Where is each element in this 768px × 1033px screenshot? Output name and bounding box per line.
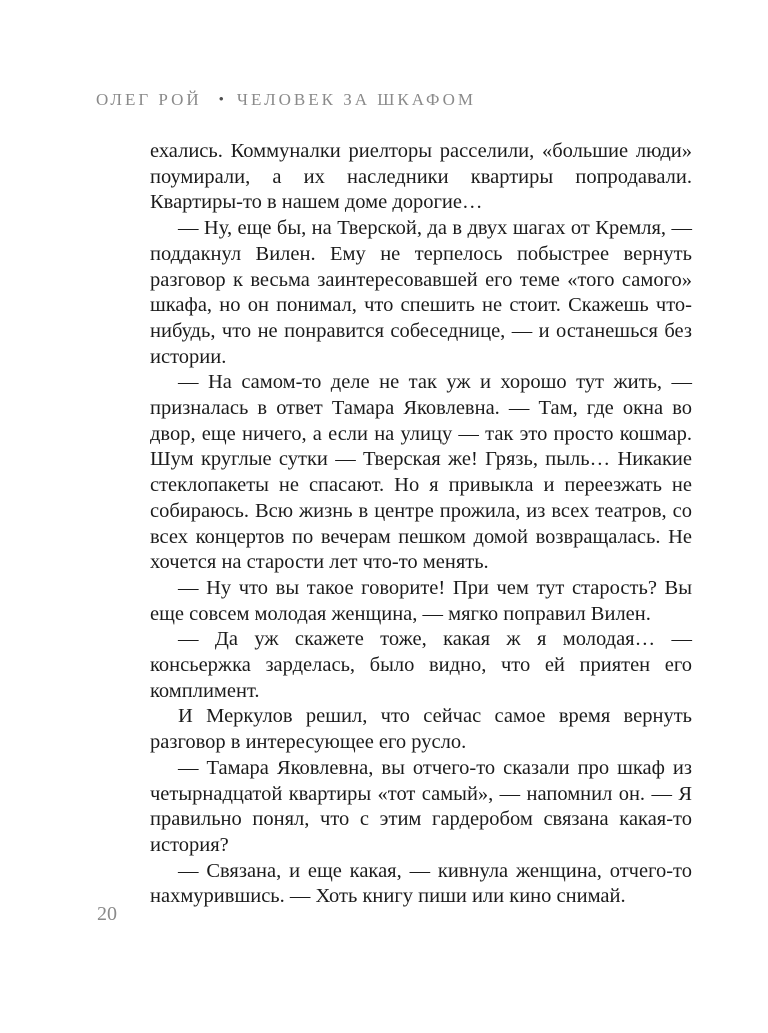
paragraph-7: — Тамара Яковлевна, вы отчего-то сказали про шкаф из четырнадцатой квартиры «тот самый», — напомнил он. — Я правильно понял, что с этим гардеробом связана какая-то история? — [150, 756, 692, 856]
running-header — [96, 90, 476, 110]
paragraph-2: — Ну, еще бы, на Тверской, да в двух шагах от Кремля, — поддакнул Вилен. Ему не терпелось побыстрее вернуть разговор к весьма заинтересовавшей его теме «того самого» шкафа, но он понимал, что спешить не стоит. Скажешь что-нибудь, что не понравится собеседнице, — и останешься без истории. — [150, 217, 692, 368]
running-header-author: ОЛЕГ РОЙ — [96, 90, 202, 109]
page-text-block — [150, 139, 692, 910]
paragraph-6: И Меркулов решил, что сейчас самое время вернуть разговор в интересующее его русло. — [150, 705, 692, 754]
header-separator-dot-icon: • — [218, 92, 224, 108]
page-number: 20 — [97, 903, 117, 925]
paragraph-3: — На самом-то деле не так уж и хорошо тут жить, — призналась в ответ Тамара Яковлевна. — Там, где окна во двор, еще ничего, а если на улицу — так это просто кошмар. Шум круглые сутки — Тверская же! Грязь, пыль… Никакие стеклопакеты не спасают. Но я привыкла и переезжать не собираюсь. Всю жизнь в центре прожила, из всех театров, со всех концертов по вечерам пешком домой возвращалась. Не хочется на старости лет что-то менять. — [150, 371, 692, 574]
running-header-book-title: ЧЕЛОВЕК ЗА ШКАФОМ — [236, 90, 477, 109]
paragraph-8: — Связана, и еще какая, — кивнула женщина, отчего-то нахмурившись. — Хоть книгу пиши или кино снимай. — [150, 859, 692, 908]
paragraph-4: — Ну что вы такое говорите! При чем тут старость? Вы еще совсем молодая женщина, — мягко поправил Вилен. — [150, 576, 692, 625]
paragraph-1: ехались. Коммуналки риелторы расселили, «большие люди» поумирали, а их наследники квартиры попродавали. Квартиры-то в нашем доме дорогие… — [150, 140, 692, 214]
paragraph-5: — Да уж скажете тоже, какая ж я молодая… — консьержка зарделась, было видно, что ей приятен его комплимент. — [150, 628, 692, 702]
